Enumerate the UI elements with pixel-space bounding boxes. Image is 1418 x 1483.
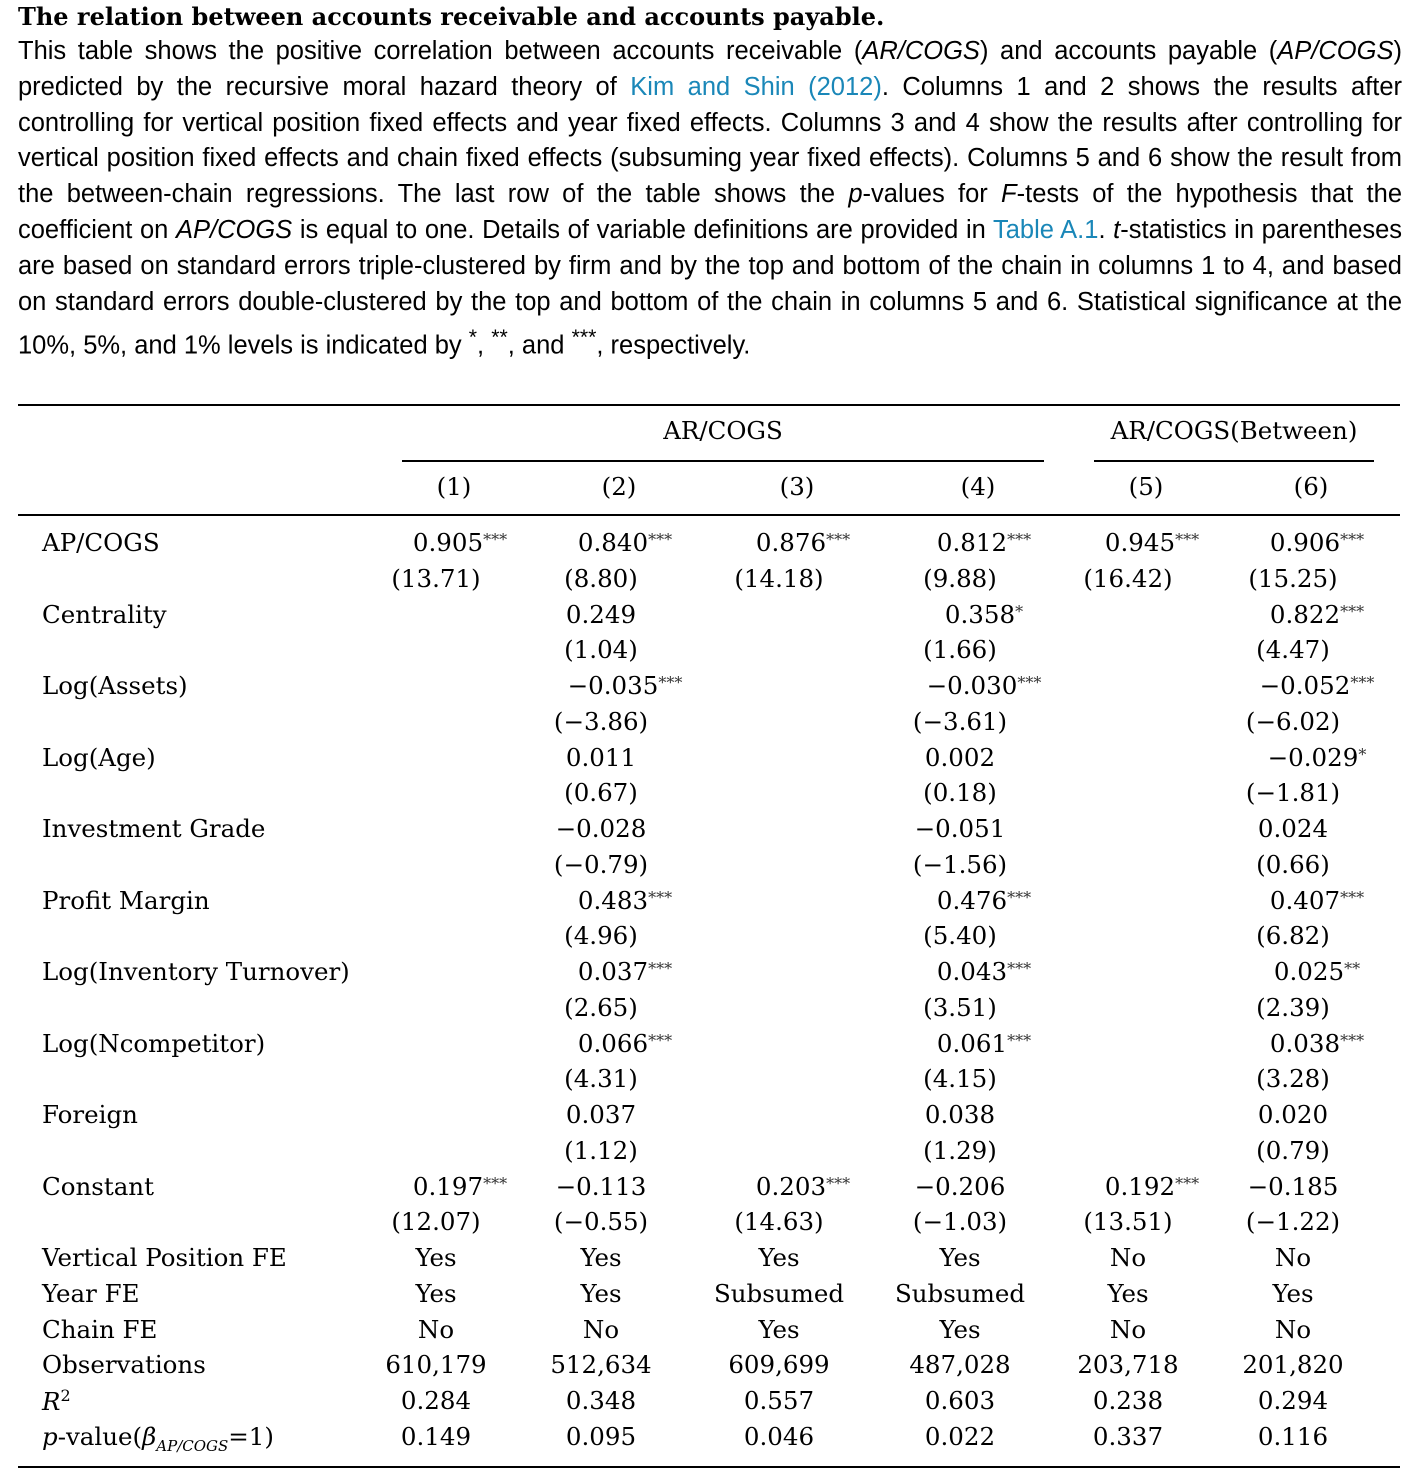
table-cell: −0.051 xyxy=(914,814,1006,843)
table-row xyxy=(18,993,1400,1029)
row-label: Log(Inventory Turnover) xyxy=(42,957,350,986)
table-cell: (4.96) xyxy=(564,921,638,951)
table-cell: (1.66) xyxy=(923,635,997,665)
table-cell: 0.037*** xyxy=(577,957,673,986)
table-cell: (0.66) xyxy=(1256,849,1330,879)
table-cell: (1.12) xyxy=(564,1135,638,1165)
table-cell: (4.31) xyxy=(564,1064,638,1094)
table-cell: 0.046 xyxy=(743,1421,815,1451)
table-cell: 0.906*** xyxy=(1269,528,1365,557)
table-cell: (0.79) xyxy=(1256,1135,1330,1165)
table-a1-link[interactable]: Table A.1 xyxy=(992,215,1099,244)
table-cell: 0.557 xyxy=(743,1386,815,1415)
table-cell: 0.337 xyxy=(1092,1421,1164,1451)
table-cell: (12.07) xyxy=(391,1207,481,1237)
table-row xyxy=(18,1243,1400,1279)
table-cell: (−1.81) xyxy=(1245,778,1341,808)
column-header-1: (1) xyxy=(436,472,472,501)
table-cell: −0.206 xyxy=(914,1171,1006,1201)
table-row xyxy=(18,1136,1400,1172)
table-cell: 0.203*** xyxy=(755,1171,851,1201)
caption-title: The relation between accounts receivable and accounts payable. xyxy=(18,2,885,31)
table-cell: 0.348 xyxy=(565,1386,637,1415)
table-cell: 0.020 xyxy=(1257,1100,1329,1129)
table-row xyxy=(18,707,1400,743)
group-rule-1 xyxy=(402,460,1044,462)
table-cell: No xyxy=(1109,1314,1147,1344)
table-cell: 0.066*** xyxy=(577,1028,673,1058)
row-label: Investment Grade xyxy=(42,814,266,843)
table-cell: 0.603 xyxy=(924,1386,996,1415)
table-cell: 0.095 xyxy=(565,1421,637,1451)
table-cell: (−1.56) xyxy=(912,849,1008,879)
table-cell: (16.42) xyxy=(1083,563,1173,593)
table-cell: 0.024 xyxy=(1257,814,1329,843)
table-row xyxy=(18,850,1400,886)
table-cell: 0.061*** xyxy=(936,1028,1032,1058)
table-cell: −0.113 xyxy=(555,1171,647,1201)
table-cell: 0.025** xyxy=(1273,957,1361,986)
table-cell: No xyxy=(1274,1243,1312,1272)
table-cell: (2.65) xyxy=(564,992,638,1022)
table-cell: (3.51) xyxy=(923,992,997,1022)
table-cell: Subsumed xyxy=(713,1278,844,1308)
table-cell: 0.945*** xyxy=(1104,528,1200,557)
group-header-ar-cogs: AR/COGS xyxy=(663,416,783,445)
table-cell: No xyxy=(582,1314,620,1344)
row-label: Observations xyxy=(42,1350,206,1380)
bottom-rule xyxy=(18,1466,1400,1468)
table-cell: Yes xyxy=(939,1243,981,1272)
table-row xyxy=(18,1279,1400,1315)
table-cell: 0.116 xyxy=(1257,1421,1329,1451)
table-cell: (13.71) xyxy=(391,563,481,593)
row-label: $R^2$ xyxy=(42,1386,71,1417)
row-label: Constant xyxy=(42,1171,154,1201)
table-row xyxy=(18,1100,1400,1136)
table-row xyxy=(18,671,1400,707)
table-cell: 0.038 xyxy=(924,1100,996,1129)
table-cell: (−1.22) xyxy=(1245,1207,1341,1237)
table-row xyxy=(18,1315,1400,1351)
table-row xyxy=(18,1172,1400,1208)
column-header-4: (4) xyxy=(960,472,996,501)
table-cell: No xyxy=(1109,1243,1147,1272)
table-cell: 0.812*** xyxy=(936,528,1032,557)
row-label: Log(Age) xyxy=(42,742,156,772)
table-cell: 0.358* xyxy=(944,599,1024,629)
group-header-ar-cogs-between: AR/COGS(Between) xyxy=(1110,416,1358,445)
table-row xyxy=(18,635,1400,671)
row-label: Chain FE xyxy=(42,1314,158,1344)
table-cell: 512,634 xyxy=(550,1350,652,1380)
row-label: Foreign xyxy=(42,1100,138,1129)
row-label: AP/COGS xyxy=(42,528,160,557)
table-cell: (−0.79) xyxy=(553,849,649,879)
table-cell: (13.51) xyxy=(1083,1207,1173,1237)
row-label: Vertical Position FE xyxy=(42,1243,287,1272)
row-label: $p-value(\beta_{AP/COGS}=1)$ xyxy=(42,1421,274,1455)
table-cell: (5.40) xyxy=(923,921,997,951)
table-row xyxy=(18,743,1400,779)
table-row xyxy=(18,1207,1400,1243)
row-label: Centrality xyxy=(42,599,167,629)
table-cell: −0.028 xyxy=(555,814,647,843)
table-cell: 0.192*** xyxy=(1104,1171,1200,1201)
table-cell: (9.88) xyxy=(923,563,997,593)
table-cell: (15.25) xyxy=(1248,563,1338,593)
table-cell: Yes xyxy=(1107,1278,1149,1308)
table-row xyxy=(18,528,1400,564)
table-cell: (1.29) xyxy=(923,1135,997,1165)
table-cell: No xyxy=(1274,1314,1312,1344)
table-cell: 0.483*** xyxy=(577,885,673,915)
column-header-2: (2) xyxy=(601,472,637,501)
table-row xyxy=(18,921,1400,957)
table-cell: 0.840*** xyxy=(577,528,673,557)
table-cell: 610,179 xyxy=(385,1350,487,1380)
row-label: Log(Ncompetitor) xyxy=(42,1028,266,1058)
caption-body: This table shows the positive correlation between accounts receivable (AR/COGS) and accounts payable (AP/COGS) predicted by the recursive moral hazard theory of Kim and Shin (2012). Columns 1 and 2 shows the results after controlling for vertical position fixed effects and year fixed effects. Columns 3 and 4 show the results after controlling for vertical position fixed effects and chain fixed effects (subsuming year fixed effects). Columns 5 and 6 show the result from the between-chain regressions. The last row of the table shows the p-values for F-tests of the hypothesis that the coefficient on AP/COGS is equal to one. Details of variable definitions are provided in Table A.1. t-statistics in parentheses are based on standard errors triple-clustered by firm and by the top and bottom of the chain in columns 1 to 4, and based on standard errors double-clustered by the top and bottom of the chain in columns 5 and 6. Statistical significance at the 10%, 5%, and 1% levels is indicated by *, **, and ***, respectively. xyxy=(18,37,1402,360)
table-cell: No xyxy=(417,1314,455,1344)
table-cell: 487,028 xyxy=(909,1350,1011,1380)
table-row xyxy=(18,886,1400,922)
table-cell: Subsumed xyxy=(894,1278,1025,1308)
column-header-3: (3) xyxy=(779,472,815,501)
table-cell: (−0.55) xyxy=(553,1207,649,1237)
table-cell: (14.63) xyxy=(734,1207,824,1237)
table-cell: 0.476*** xyxy=(936,885,1032,915)
table-cell: 201,820 xyxy=(1242,1350,1344,1380)
table-row xyxy=(18,814,1400,850)
citation-link-kim-shin[interactable]: Kim and Shin (2012) xyxy=(630,72,882,101)
table-cell: 0.905*** xyxy=(412,528,508,557)
table-cell: 0.002 xyxy=(924,742,996,772)
table-cell: Yes xyxy=(939,1314,981,1344)
table-cell: Yes xyxy=(580,1243,622,1272)
table-cell: 0.249 xyxy=(565,599,637,629)
table-cell: −0.029* xyxy=(1267,742,1367,772)
table-cell: −0.185 xyxy=(1247,1171,1339,1201)
row-label: Log(Assets) xyxy=(42,671,188,700)
table-cell: 0.011 xyxy=(565,742,637,772)
table-row xyxy=(18,1350,1400,1386)
table-cell: Yes xyxy=(758,1243,800,1272)
table-cell: 0.284 xyxy=(400,1386,472,1415)
table-row xyxy=(18,1422,1400,1458)
table-row xyxy=(18,778,1400,814)
table-cell: 0.043*** xyxy=(936,957,1032,986)
table-cell: (−6.02) xyxy=(1245,706,1341,736)
table-row xyxy=(18,564,1400,600)
table-cell: 0.149 xyxy=(400,1421,472,1451)
table-cell: Yes xyxy=(1272,1278,1314,1308)
table-row xyxy=(18,600,1400,636)
table-cell: Yes xyxy=(415,1278,457,1308)
table-row xyxy=(18,1386,1400,1422)
table-cell: 0.022 xyxy=(924,1421,996,1451)
table-cell: (0.67) xyxy=(564,778,638,808)
table-cell: (4.47) xyxy=(1256,635,1330,665)
table-cell: (−3.61) xyxy=(912,706,1008,736)
column-header-6: (6) xyxy=(1293,472,1329,501)
table-row xyxy=(18,957,1400,993)
group-rule-2 xyxy=(1094,460,1374,462)
table-cell: 0.037 xyxy=(565,1100,637,1129)
table-cell: Yes xyxy=(580,1278,622,1308)
column-header-5: (5) xyxy=(1128,472,1164,501)
row-label: Profit Margin xyxy=(42,885,210,915)
table-cell: Yes xyxy=(415,1243,457,1272)
table-cell: (14.18) xyxy=(734,563,824,593)
table-cell: 203,718 xyxy=(1077,1350,1179,1380)
table-cell: 0.822*** xyxy=(1269,599,1365,629)
table-cell: (8.80) xyxy=(564,563,638,593)
table-cell: (0.18) xyxy=(923,778,997,808)
table-cell: (4.15) xyxy=(923,1064,997,1094)
table-cell: 609,699 xyxy=(728,1350,830,1380)
table-cell: −0.035*** xyxy=(567,671,683,700)
table-cell: 0.238 xyxy=(1092,1386,1164,1415)
table-cell: 0.197*** xyxy=(412,1171,508,1201)
table-cell: 0.407*** xyxy=(1269,885,1365,915)
table-row xyxy=(18,1029,1400,1065)
table-caption xyxy=(18,0,1402,365)
table-cell: 0.038*** xyxy=(1269,1028,1365,1058)
table-cell: (2.39) xyxy=(1256,992,1330,1022)
header-rule xyxy=(18,514,1400,516)
table-cell: (3.28) xyxy=(1256,1064,1330,1094)
table-cell: −0.030*** xyxy=(926,671,1042,700)
table-cell: (−3.86) xyxy=(553,706,649,736)
table-row xyxy=(18,1064,1400,1100)
table-cell: −0.052*** xyxy=(1259,671,1375,700)
table-cell: 0.876*** xyxy=(755,528,851,557)
table-cell: (−1.03) xyxy=(912,1207,1008,1237)
table-cell: 0.294 xyxy=(1257,1386,1329,1415)
table-cell: (6.82) xyxy=(1256,921,1330,951)
top-rule xyxy=(18,404,1400,406)
row-label: Year FE xyxy=(42,1278,140,1308)
table-cell: (1.04) xyxy=(564,635,638,665)
table-cell: Yes xyxy=(758,1314,800,1344)
